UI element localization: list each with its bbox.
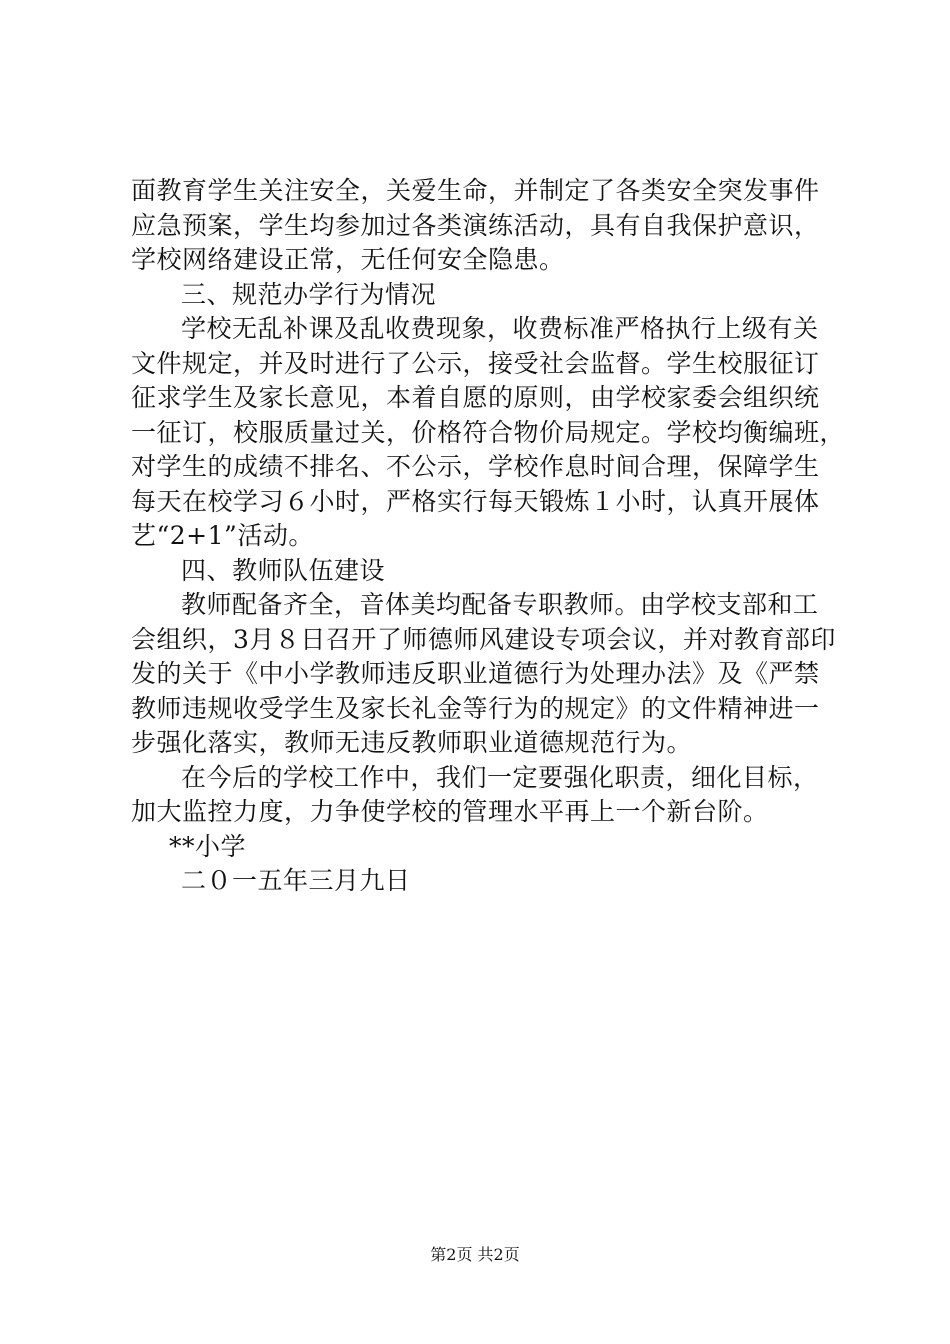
section-heading-4: 四、教师队伍建设 [181, 555, 386, 585]
text-line: 学校网络建设正常，无任何安全隐患。 [131, 245, 565, 274]
text-line: 教师配备齐全，音体美均配备专职教师。由学校支部和工 [181, 590, 819, 619]
text-line: 教师违规收受学生及家长礼金等行为的规定》的文件精神进一 [131, 693, 820, 723]
signature-date: 二０一五年三月九日 [181, 866, 411, 895]
document-body [131, 174, 846, 899]
text-line: 征求学生及家长意见，本着自愿的原则，由学校家委会组织统 [131, 383, 820, 412]
signature-org: **小学 [169, 831, 247, 861]
text-line: 应急预案，学生均参加过各类演练活动，具有自我保护意识， [131, 210, 820, 240]
text-line: 面教育学生关注安全，关爱生命，并制定了各类安全突发事件 [131, 176, 820, 205]
text-line: 步强化落实，教师无违反教师职业道德规范行为。 [131, 728, 693, 757]
text-line: 艺“2+1”活动。 [131, 521, 314, 550]
text-line: 在今后的学校工作中，我们一定要强化职责，细化目标， [181, 762, 819, 792]
text-line: 每天在校学习６小时，严格实行每天锻炼１小时，认真开展体 [131, 486, 820, 516]
text-line: 对学生的成绩不排名、不公示，学校作息时间合理，保障学生 [131, 452, 820, 481]
text-line: 发的关于《中小学教师违反职业道德行为处理办法》及《严禁 [131, 659, 820, 688]
text-line: 加大监控力度，力争使学校的管理水平再上一个新台阶。 [131, 797, 769, 826]
text-line: 学校无乱补课及乱收费现象，收费标准严格执行上级有关 [181, 314, 819, 343]
text-line: 一征订，校服质量过关，价格符合物价局规定。学校均衡编班， [131, 417, 846, 447]
page-footer: 第2页 共2页 [430, 1245, 520, 1264]
text-line: 会组织，3月８日召开了师德师风建设专项会议，并对教育部印 [131, 624, 836, 654]
section-heading-3: 三、规范办学行为情况 [181, 279, 437, 309]
text-line: 文件规定，并及时进行了公示，接受社会监督。学生校服征订 [131, 348, 820, 378]
